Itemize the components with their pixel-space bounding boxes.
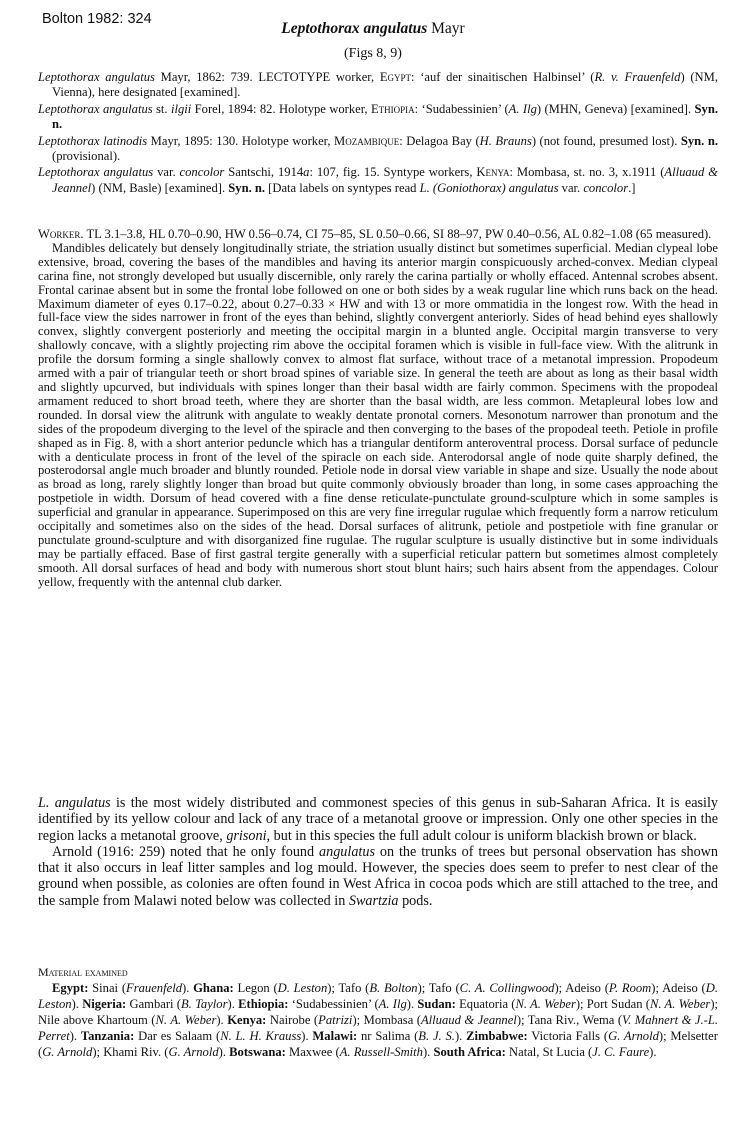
synonym-text: .] bbox=[628, 180, 636, 195]
collector: Frauenfeld bbox=[126, 981, 182, 995]
collector: J. C. Faure bbox=[592, 1045, 650, 1059]
species-author: Mayr bbox=[431, 20, 465, 37]
synonym-text: [Data labels on syntypes read bbox=[265, 180, 420, 195]
record-text: Natal, St Lucia ( bbox=[505, 1045, 593, 1059]
country: Botswana: bbox=[229, 1045, 286, 1059]
discussion-text: , but in this species the full adult colour is uniform blackish brown or black. bbox=[266, 827, 697, 844]
record-text: ); Nile above Khartoum ( bbox=[38, 997, 719, 1027]
record-text: ); Adeiso ( bbox=[651, 981, 706, 995]
measurements-text: . TL 3.1–3.8, HL 0.70–0.90, HW 0.56–0.74, CI 75–85, SL 0.50–0.66, SI 88–97, PW 0.40–0.56, AL 0.82–1.08 (65 measured). bbox=[80, 227, 712, 241]
discussion bbox=[38, 795, 718, 909]
record-text: Victoria Falls ( bbox=[527, 1029, 609, 1043]
collector: G. Arnold bbox=[42, 1045, 93, 1059]
country: Sudan: bbox=[417, 997, 456, 1011]
collector: G. Arnold bbox=[608, 1029, 659, 1043]
collector: Alluaud & Jeannel bbox=[52, 165, 718, 195]
section-label: Worker bbox=[38, 227, 81, 241]
discussion-paragraph bbox=[38, 844, 718, 909]
collector: Alluaud & Jeannel bbox=[420, 1013, 517, 1027]
record-text: ); Melsetter ( bbox=[38, 1029, 718, 1059]
record-text: ). bbox=[422, 1045, 431, 1059]
record-text: ). bbox=[454, 1029, 463, 1043]
source-citation: Bolton 1982: 324 bbox=[42, 11, 152, 27]
record-text: ). bbox=[71, 997, 79, 1011]
taxon-name: concolor bbox=[583, 180, 629, 195]
collector: A. Russell-Smith bbox=[339, 1045, 423, 1059]
record-text: Nairobe ( bbox=[266, 1013, 319, 1027]
collector: Patrizi bbox=[318, 1013, 353, 1027]
collector: B. J. S. bbox=[418, 1029, 455, 1043]
synonymy-status: Syn. n. bbox=[680, 133, 718, 148]
record-text: ); Khami Riv. ( bbox=[92, 1045, 169, 1059]
country: Zimbabwe: bbox=[466, 1029, 528, 1043]
record-text: ). bbox=[216, 1013, 224, 1027]
record-text: ). bbox=[69, 1029, 78, 1043]
collector: B. Bolton bbox=[369, 981, 418, 995]
taxon-name: Leptothorax angulatus bbox=[38, 70, 155, 84]
material-heading: Material examined bbox=[38, 965, 128, 979]
type-country: Kenya bbox=[476, 165, 510, 180]
collector: P. Room bbox=[608, 981, 652, 995]
synonym-text: : 107, fig. 15. Syntype workers, bbox=[309, 165, 477, 180]
synonym-text: st. bbox=[152, 101, 171, 116]
taxon-name: concolor bbox=[179, 165, 225, 180]
type-country: Mozambique bbox=[334, 133, 400, 148]
record-text: ). bbox=[227, 997, 235, 1011]
synonym-text: var. bbox=[153, 165, 180, 180]
discussion-text: Arnold (1916: 259) noted that he only found bbox=[52, 843, 320, 860]
taxon-name: grisoni bbox=[226, 827, 267, 844]
collector: D. Leston bbox=[38, 981, 718, 1011]
collector: V. Mahnert & J.-L. Perret bbox=[38, 1013, 718, 1043]
synonym-text: Mayr, 1862: 739. LECTOTYPE worker, bbox=[154, 70, 380, 84]
synonym-entry bbox=[38, 134, 718, 165]
worker-description bbox=[38, 228, 718, 590]
record-text: Dar es Salaam ( bbox=[134, 1029, 221, 1043]
record-text: ); Adeiso ( bbox=[554, 981, 609, 995]
synonym-entry bbox=[38, 102, 718, 133]
synonym-entry bbox=[38, 165, 718, 196]
taxon-name: Leptothorax angulatus bbox=[38, 101, 153, 116]
collector: D. Leston bbox=[277, 981, 328, 995]
synonymy-status: Syn. n. bbox=[228, 180, 266, 195]
taxon-name: L. angulatus bbox=[38, 795, 111, 811]
taxon-name: L. (Goniothorax) angulatus bbox=[419, 180, 559, 195]
material-records bbox=[38, 980, 718, 1060]
species-title bbox=[0, 20, 746, 38]
collector: A. Ilg bbox=[378, 997, 407, 1011]
type-locality: : Mombasa, st. no. 3, x.1911 ( bbox=[509, 165, 665, 180]
worker-measurements bbox=[38, 228, 718, 242]
figure-reference: (Figs 8, 9) bbox=[344, 46, 402, 61]
synonym-text: ) (NM, Vienna), here designated [examined]. bbox=[52, 70, 718, 100]
description-paragraph: Mandibles delicately but densely longitudinally striate, the striation usually distinct but sometimes superficial. Median clypeal lobe extensive, broad, covering the bases of the mandibles and having its anterior margin conspicuously arched-convex. Median clypeal carina fine, not strongly developed but usually discernible, only rarely the carina partially or wholly effaced. Antennal scrobes absent. Frontal carinae absent but in some the frontal lobe followed on one or both sides by a weak rugular line which runs back on the head. Maximum diameter of eyes 0.17–0.22, about 0.27–0.33 × HW and with 13 or more ommatidia in the longest row. With the head in full-face view the sides narrower in front of the eyes than behind, slightly convergent anteriorly. Sides of head behind eyes shallowly convex, slightly convergent posteriorly and meeting the occipital margin in a blunted angle. Occipital margin transverse to very shallowly concave, with a slightly projecting rim above the occipital foramen which is visible in full-face view. With the alitrunk in profile the dorsum forming a single shallowly convex to almost flat surface, without trace of a metanotal impression. Propodeum armed with a pair of triangular teeth or short broad spines of variable size. In general the teeth are about as long as their basal width and slightly upcurved, but individuals with spines longer than their basal width are fairly common. Specimens with the propodeal armament reduced to short broad teeth, where they are shorter than the basal width, are less common. Metapleural lobes low and rounded. In dorsal view the alitrunk with angulate to weakly dentate pronotal corners. Mesonotum narrower than pronotum and the sides of the propodeum diverging to the level of the spiracle and then converging to the bases of the propodeal teeth. Petiole in profile shaped as in Fig. 8, with a short anterior peduncle which has a triangular dentiform anteroventral process. Dorsal surface of peduncle with a denticulate process in front of the level of the spiracle on each side. Anterodorsal angle of node quite sharply defined, the posterodorsal angle much broader and bluntly rounded. Petiole node in dorsal view variable in shape and size. Usually the node about as broad as long, rarely slightly longer than broad but quite commonly obviously broader than long, in some cases approaching the postpetiole in width. Dorsum of head covered with a fine dense reticulate-punctulate ground-sculpture which in some samples is superficial and granular in appearance. Superimposed on this are very fine irregular rugulae which frequently form a narrow reticulum occipitally and sometimes also on the sides of the head. Dorsal surfaces of alitrunk, petiole and postpetiole with fine granular or punctulate ground-sculpture and with disorganized fine rugulae. The rugular sculpture is usually distinctive but in some individuals may be partially effaced. Base of first gastral tergite generally with a superficial reticular pattern but sometimes almost completely smooth. All dorsal surfaces of head and body with numerous short stout blunt hairs; such hairs absent from the appendages. Colour yellow, frequently with the antennal club darker. bbox=[38, 240, 718, 589]
country: Ghana: bbox=[193, 981, 234, 995]
country: Egypt: bbox=[52, 981, 89, 995]
country: Nigeria: bbox=[82, 997, 127, 1011]
record-text: ). bbox=[182, 981, 190, 995]
synonym-text: Mayr, 1895: 130. Holotype worker, bbox=[147, 133, 335, 148]
discussion-paragraph bbox=[38, 795, 718, 844]
record-text: Maxwee ( bbox=[285, 1045, 340, 1059]
record-text: ‘Sudabessinien’ ( bbox=[288, 997, 379, 1011]
type-locality: : ‘Sudabessinien’ ( bbox=[414, 101, 509, 116]
type-country: Egypt bbox=[379, 70, 412, 84]
collector: N. A. Weber bbox=[155, 1013, 217, 1027]
synonym-text: ) (MHN, Geneva) [examined]. bbox=[536, 101, 695, 116]
country: South Africa: bbox=[433, 1045, 506, 1059]
discussion-text: pods. bbox=[398, 892, 433, 909]
record-text: ). bbox=[301, 1029, 309, 1043]
record-text: ); Tafo ( bbox=[327, 981, 370, 995]
taxon-name: Leptothorax angulatus bbox=[38, 165, 154, 180]
collector: C. A. Collingwood bbox=[459, 981, 555, 995]
record-text: Sinai ( bbox=[88, 981, 127, 995]
taxon-name: Leptothorax latinodis bbox=[38, 133, 148, 148]
country: Kenya: bbox=[227, 1013, 267, 1027]
synonym-text: ) (NM, Basle) [examined]. bbox=[91, 180, 229, 195]
record-text: Gambari ( bbox=[126, 997, 181, 1011]
collector: R. v. Frauenfeld bbox=[594, 70, 681, 84]
country: Tanzania: bbox=[80, 1029, 135, 1043]
collector: N. A. Weber bbox=[515, 997, 576, 1011]
record-text: ). bbox=[406, 997, 415, 1011]
record-text: ); Tana Riv., Wema ( bbox=[516, 1013, 623, 1027]
country: Ethiopia: bbox=[238, 997, 289, 1011]
synonym-text: Forel, 1894: 82. Holotype worker, bbox=[191, 101, 371, 116]
synonym-text: ) (not found, presumed lost). bbox=[531, 133, 681, 148]
taxon-name: angulatus bbox=[319, 843, 375, 860]
species-name: Leptothorax angulatus bbox=[281, 20, 428, 37]
synonymy-status: Syn. n. bbox=[52, 101, 718, 132]
taxon-name: Swartzia bbox=[348, 892, 399, 909]
collector: B. Taylor bbox=[180, 997, 228, 1011]
year-suffix: a bbox=[303, 165, 310, 180]
synonymy-list bbox=[38, 70, 718, 197]
record-text: ); Mombasa ( bbox=[352, 1013, 421, 1027]
synonym-text: Santschi, 1914 bbox=[224, 165, 304, 180]
record-text: ). bbox=[649, 1045, 657, 1059]
record-text: Legon ( bbox=[233, 981, 278, 995]
discussion-text: on the trunks of trees but personal observation has shown that it also occurs in leaf litter samples and log mould. However, the species does seem to prefer to nest clear of the ground when possible, as colonies are often found in West Africa in cocoa pods which are still attached to the tree, and the sample from Malawi noted below was collected in bbox=[38, 843, 718, 909]
type-country: Ethiopia bbox=[370, 101, 415, 116]
country: Malawi: bbox=[312, 1029, 358, 1043]
record-text: ); Tafo ( bbox=[417, 981, 460, 995]
collector: G. Arnold bbox=[168, 1045, 219, 1059]
material-examined bbox=[38, 964, 718, 1060]
collector: H. Brauns bbox=[479, 133, 532, 148]
record-text: ); Port Sudan ( bbox=[575, 997, 650, 1011]
discussion-text: is the most widely distributed and commonest species of this genus in sub-Saharan Africa. It is easily identified by its yellow colour and lack of any trace of a metanotal groove or impression. Only one other species in the region lacks a metanotal groove, bbox=[38, 795, 718, 844]
record-text: ). bbox=[218, 1045, 226, 1059]
synonym-text: (provisional). bbox=[52, 149, 121, 164]
synonym-entry bbox=[38, 70, 718, 101]
record-text: Equatoria ( bbox=[455, 997, 516, 1011]
type-locality: : ‘auf der sinaitischen Halbinsel’ ( bbox=[411, 70, 595, 84]
collector: N. A. Weber bbox=[649, 997, 711, 1011]
collector: N. L. H. Krauss bbox=[220, 1029, 302, 1043]
taxon-name: ilgii bbox=[170, 101, 192, 116]
synonym-text: var. bbox=[558, 180, 584, 195]
record-text: nr Salima ( bbox=[357, 1029, 419, 1043]
type-locality: : Delagoa Bay ( bbox=[399, 133, 480, 148]
collector: A. Ilg bbox=[508, 101, 537, 116]
